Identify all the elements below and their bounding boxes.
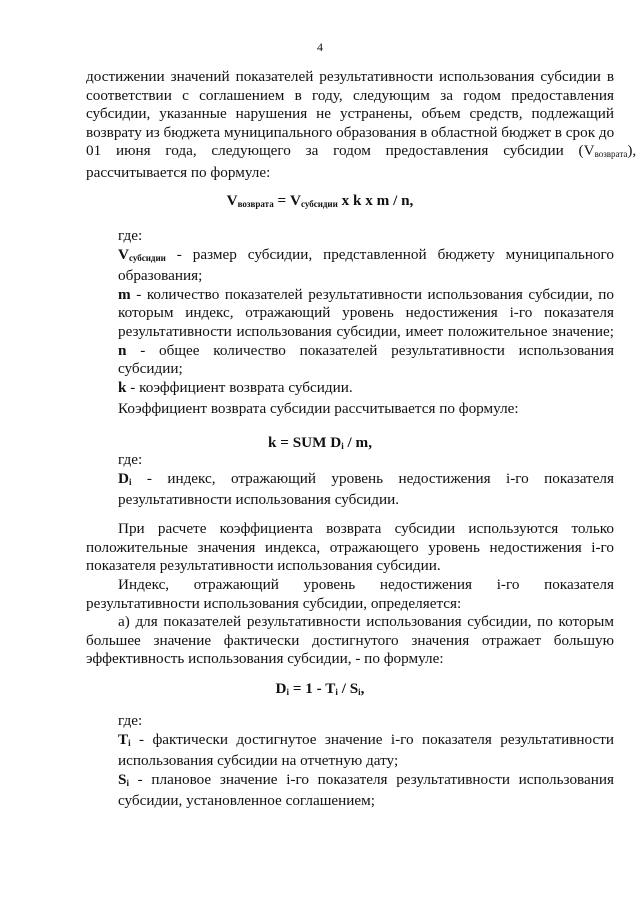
def-line: k - коэффициент возврата субсидии.: [118, 378, 353, 396]
definitions-2: [118, 451, 614, 510]
text-line: рассчитывается по формуле:: [86, 163, 271, 181]
def-line: m - количество показателей результативности использования субсидии, по: [118, 285, 615, 303]
def-line: субсидии;: [118, 360, 183, 378]
text-line: достижении значений показателей результативности использования субсидии в: [86, 68, 614, 85]
page-number: 4: [317, 40, 323, 54]
text-line: Индекс, отражающий уровень недостижения i-го показателя: [118, 576, 614, 593]
text-line: положительные значения индекса, отражающего уровень недостижения i-го: [86, 538, 614, 556]
definitions-3: [118, 712, 614, 811]
text-line: результативности использования субсидии, определяется:: [86, 594, 462, 612]
text-line: 01 июня года, следующего за годом предоставления субсидии $(V_{возврата})$,: [86, 142, 637, 160]
def-line: использования субсидии на отчетную дату;: [118, 752, 399, 770]
text-line: а) для показателей результативности использования субсидии, по которым: [118, 613, 614, 630]
text-line: субсидии, указанные нарушения не устранены, объем средств, подлежащий: [86, 105, 614, 123]
def-line: $T_i$ - фактически достигнутое значение i-го показателя результативности: [118, 730, 614, 748]
paragraph-index: [86, 576, 614, 613]
where-label: где:: [118, 451, 143, 468]
def-line: образования;: [118, 267, 203, 285]
def-line: $V_{субсидии}$ - размер субсидии, представленной бюджету муниципального: [118, 245, 614, 263]
text-line: большее значение фактически достигнутого значения отражает большую: [86, 631, 614, 649]
def-line: субсидии, установленное соглашением;: [118, 792, 375, 810]
paragraph-positive-values: [86, 520, 614, 576]
def-line: $S_i$ - плановое значение i-го показателя результативности использования: [118, 770, 615, 788]
coef-intro: Коэффициент возврата субсидии рассчитывается по формуле:: [118, 400, 519, 417]
paragraph-case-a: [86, 613, 614, 669]
where-label: где:: [118, 712, 143, 729]
formula-index: $D_i = 1 - T_i / S_i$,: [275, 680, 365, 697]
definitions-1: [118, 227, 614, 397]
def-line: результативности использования субсидии, имеет положительное значение;: [118, 322, 614, 340]
intro-paragraph: [86, 68, 637, 183]
text-line: возврату из бюджета муниципального образования в областной бюджет в срок до: [86, 123, 615, 141]
text-line: показателя результативности использования субсидии.: [86, 557, 441, 575]
text-line: При расчете коэффициента возврата субсидии используются только: [118, 520, 614, 537]
def-line: которым индекс, отражающий уровень недостижения i-го показателя: [118, 304, 614, 322]
def-line: $D_i$ - индекс, отражающий уровень недостижения i-го показателя: [118, 469, 614, 487]
formula-refund: $V_{возврата} = V_{субсидии}$ x k x m / n,: [226, 192, 414, 209]
text-line: соответствии с соглашением в году, следующим за годом предоставления: [86, 86, 614, 104]
def-line: результативности использования субсидии.: [118, 491, 400, 509]
text-line: эффективность использования субсидии, - по формуле:: [86, 650, 444, 668]
def-line: n - общее количество показателей результативности использования: [118, 341, 614, 359]
formula-coefficient: k = SUM $D_i$ / m,: [268, 434, 372, 451]
where-label: где:: [118, 227, 143, 244]
